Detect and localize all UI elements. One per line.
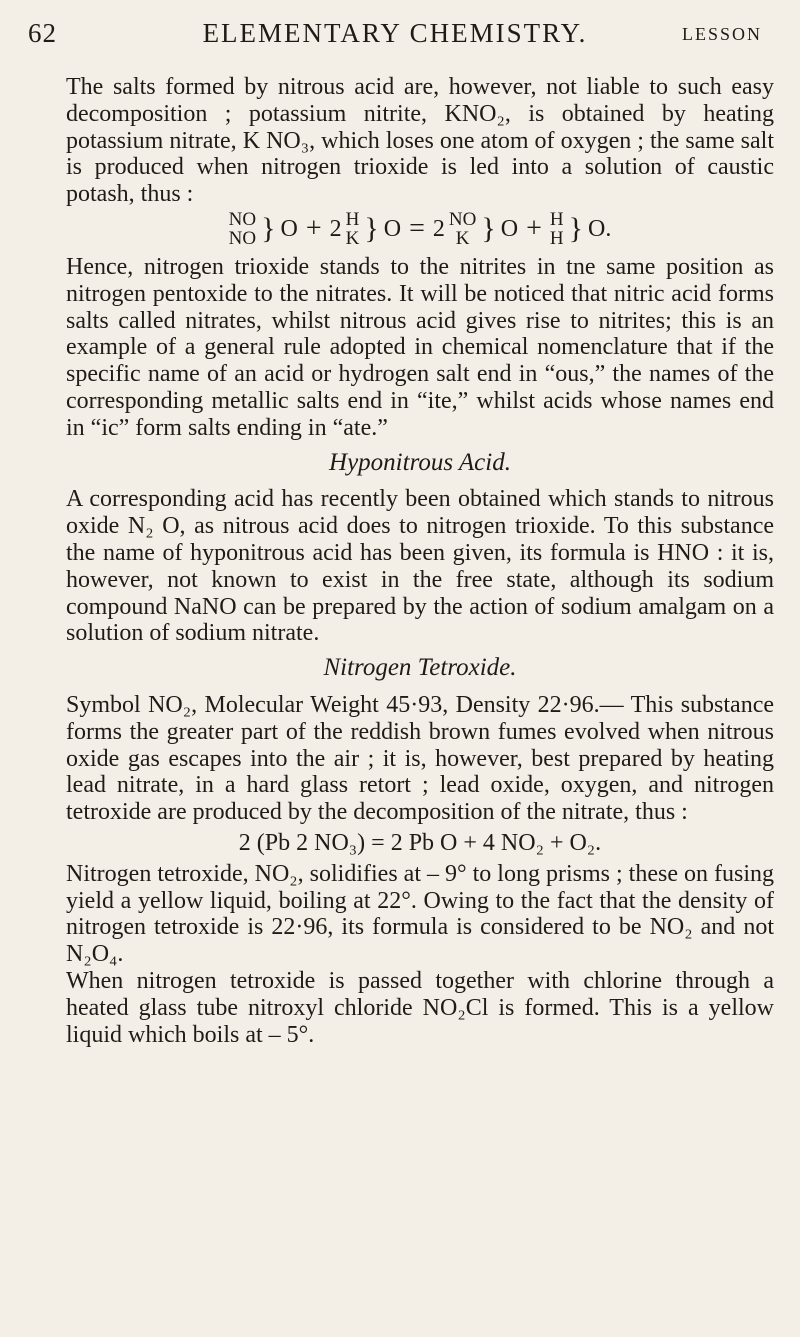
equation-lead-nitrate: 2 (Pb 2 NO₃) = 2 Pb O + 4 NO₂ + O₂. <box>238 829 602 856</box>
equation-trioxide-potash: NO NO } O + 2 H K } O = 2 NO K } O + H H } O. <box>228 208 612 249</box>
eq1-term-d: H H <box>549 208 564 249</box>
brace-icon: } <box>261 211 276 245</box>
paragraph-hyponitrous: A corresponding acid has recently been obtained which stands to nitrous oxide N₂ O, as nitrous acid does to nitrogen trioxide. To this substance the name of hyponitrous acid has been given, its formula is HNO : it is, however, not known to exist in the free state, although its sodium compound NaNO can be prepared by the action of sodium amalgam on a solution of sodium nitrate. <box>66 486 774 647</box>
page-body <box>66 74 774 1048</box>
page-title: ELEMENTARY CHEMISTRY. <box>202 18 588 48</box>
running-section-label: LESSON <box>681 24 762 44</box>
eq1-term-a: NO NO <box>228 208 257 249</box>
section-heading-tetroxide: Nitrogen Tetroxide. <box>323 654 517 682</box>
page-number: 62 <box>28 18 57 48</box>
eq1-term-b: H K <box>345 208 360 249</box>
paragraph-nitroxyl-chloride: When nitrogen tetroxide is passed together with chlorine through a heated glass tube nitroxyl chloride NO₂Cl is formed. This is a yellow liquid which boils at – 5°. <box>66 967 774 1048</box>
running-header <box>28 18 762 52</box>
brace-icon: } <box>481 211 496 245</box>
paragraph-nomenclature: Hence, nitrogen trioxide stands to the nitrites in tne same position as nitrogen pentoxide to the nitrates. It will be noticed that nitric acid forms salts called nitrates, whilst nitrous acid gives rise to nitrites; this is an example of a general rule adopted in chemical nomenclature that if the specific name of an acid or hydrogen salt end in “ous,” the names of the corresponding metallic salts end in “ite,” whilst acids whose names end in “ic” form salts ending in “ate.” <box>66 253 774 441</box>
paragraph-tetroxide-solidifies: Nitrogen tetroxide, NO₂, solidifies at – 9° to long prisms ; these on fusing yield a yellow liquid, boiling at 22°. Owing to the fact that the density of nitrogen tetroxide is 22·96, its formula is considered to be NO₂ and not N₂O₄. <box>66 860 774 968</box>
brace-icon: } <box>568 211 584 245</box>
eq1-term-c: NO K <box>448 208 477 249</box>
section-heading-hyponitrous: Hyponitrous Acid. <box>329 448 511 476</box>
paragraph-nitrites: The salts formed by nitrous acid are, however, not liable to such easy decomposition ; potassium nitrite, KNO₂, is obtained by heating potassium nitrate, K NO₃, which loses one atom of oxygen ; the same salt is produced when nitrogen trioxide is led into a solution of caustic potash, thus : <box>66 74 774 208</box>
paragraph-tetroxide-properties: Symbol NO₂, Molecular Weight 45·93, Density 22·96.— This substance forms the greater part of the reddish brown fumes evolved when nitrous oxide gas escapes into the air ; it is, however, best prepared by heating lead nitrate, in a hard glass retort ; lead oxide, oxygen, and nitrogen tetroxide are produced by the decomposition of the nitrate, thus : <box>66 691 774 826</box>
brace-icon: } <box>364 211 379 245</box>
